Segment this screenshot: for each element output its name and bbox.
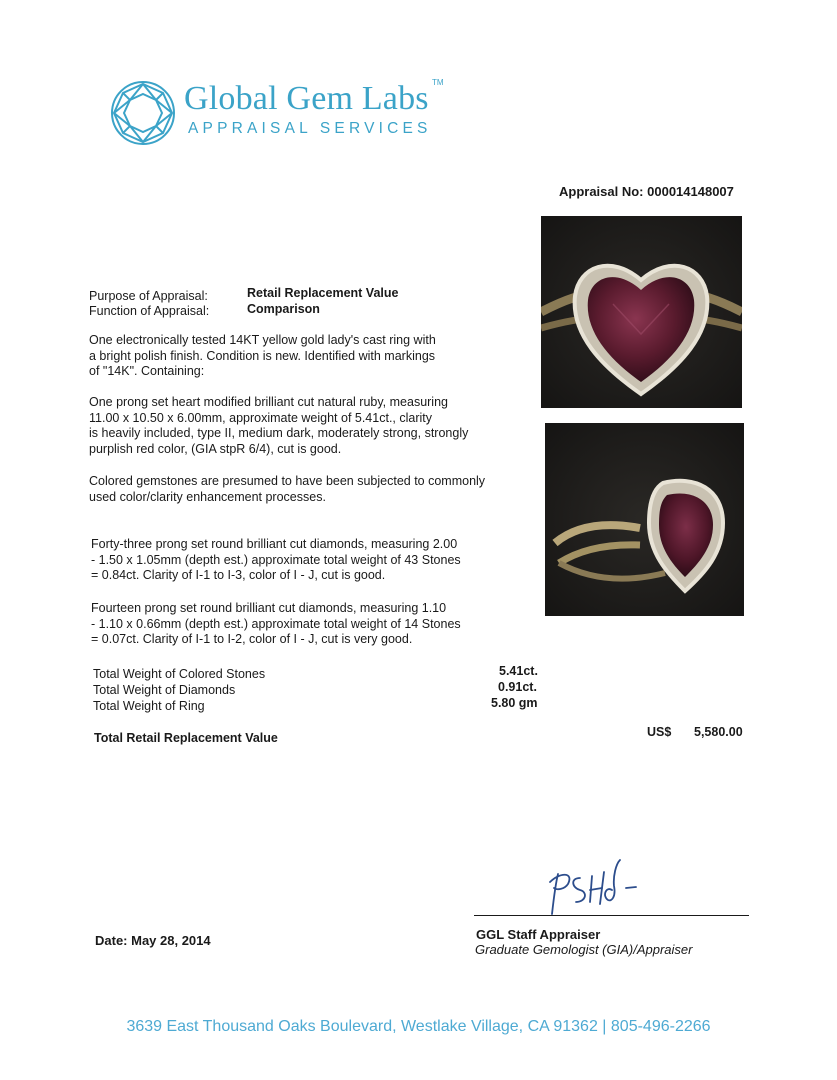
text-line: of "14K". Containing:: [89, 364, 205, 378]
total-diamonds-value: 0.91ct.: [498, 680, 537, 694]
total-ring-weight-value: 5.80 gm: [491, 696, 538, 710]
text-line: = 0.07ct. Clarity of I-1 to I-2, color of I - J, cut is very good.: [91, 632, 413, 646]
ruby-description: [89, 395, 468, 457]
text-line: One electronically tested 14KT yellow gold lady's cast ring with: [89, 333, 436, 347]
total-colored-stones-label: Total Weight of Colored Stones: [93, 667, 266, 681]
total-diamonds-label: Total Weight of Diamonds: [93, 683, 236, 697]
text-line: is heavily included, type II, medium dark, moderately strong, strongly: [89, 426, 469, 440]
purpose-label: Purpose of Appraisal:: [89, 289, 208, 303]
text-line: a bright polish finish. Condition is new. Identified with markings: [89, 348, 436, 363]
appraiser-name: GGL Staff Appraiser: [476, 927, 601, 942]
company-name: Global Gem Labs: [184, 80, 429, 117]
text-line: 11.00 x 10.50 x 6.00mm, approximate weight of 5.41ct., clarity: [89, 410, 432, 425]
appraisal-number: Appraisal No: 000014148007: [559, 184, 734, 199]
text-line: purplish red color, (GIA stpR 6/4), cut is good.: [89, 441, 342, 456]
text-line: Forty-three prong set round brilliant cut diamonds, measuring 2.00: [91, 537, 458, 551]
text-line: - 1.50 x 1.05mm (depth est.) approximate total weight of 43 Stones: [91, 552, 461, 567]
ring-photo-top: [541, 216, 742, 408]
company-subtitle: APPRAISAL SERVICES: [188, 120, 432, 137]
trademark-mark: TM: [432, 78, 444, 87]
text-line: = 0.84ct. Clarity of I-1 to I-3, color of I - J, cut is good.: [91, 568, 386, 582]
currency-label: US$: [647, 725, 672, 739]
function-value: Comparison: [247, 302, 320, 316]
total-colored-stones-value: 5.41ct.: [499, 664, 538, 678]
ring-description: [89, 333, 436, 380]
diamonds-14-description: [91, 601, 461, 648]
diamonds-43-description: [91, 537, 461, 584]
enhancement-note: [89, 474, 485, 505]
text-line: - 1.10 x 0.66mm (depth est.) approximate total weight of 14 Stones: [91, 616, 461, 631]
signature: [540, 856, 650, 922]
total-ring-weight-label: Total Weight of Ring: [93, 699, 205, 713]
function-label: Function of Appraisal:: [89, 304, 210, 318]
signature-line: [474, 915, 749, 916]
retail-value-amount: 5,580.00: [694, 725, 743, 739]
text-line: used color/clarity enhancement processes.: [89, 489, 326, 504]
ring-photo-side: [545, 423, 744, 616]
retail-value-label: Total Retail Replacement Value: [94, 731, 278, 745]
gem-icon: [110, 80, 176, 146]
text-line: One prong set heart modified brilliant cut natural ruby, measuring: [89, 395, 448, 409]
appraiser-title: Graduate Gemologist (GIA)/Appraiser: [475, 942, 693, 957]
text-line: Colored gemstones are presumed to have been subjected to commonly: [89, 474, 486, 488]
purpose-value: Retail Replacement Value: [247, 286, 399, 300]
footer-address: 3639 East Thousand Oaks Boulevard, Westlake Village, CA 91362 | 805-496-2266: [126, 1018, 711, 1035]
text-line: Fourteen prong set round brilliant cut diamonds, measuring 1.10: [91, 601, 447, 615]
appraisal-date: Date: May 28, 2014: [95, 933, 211, 948]
